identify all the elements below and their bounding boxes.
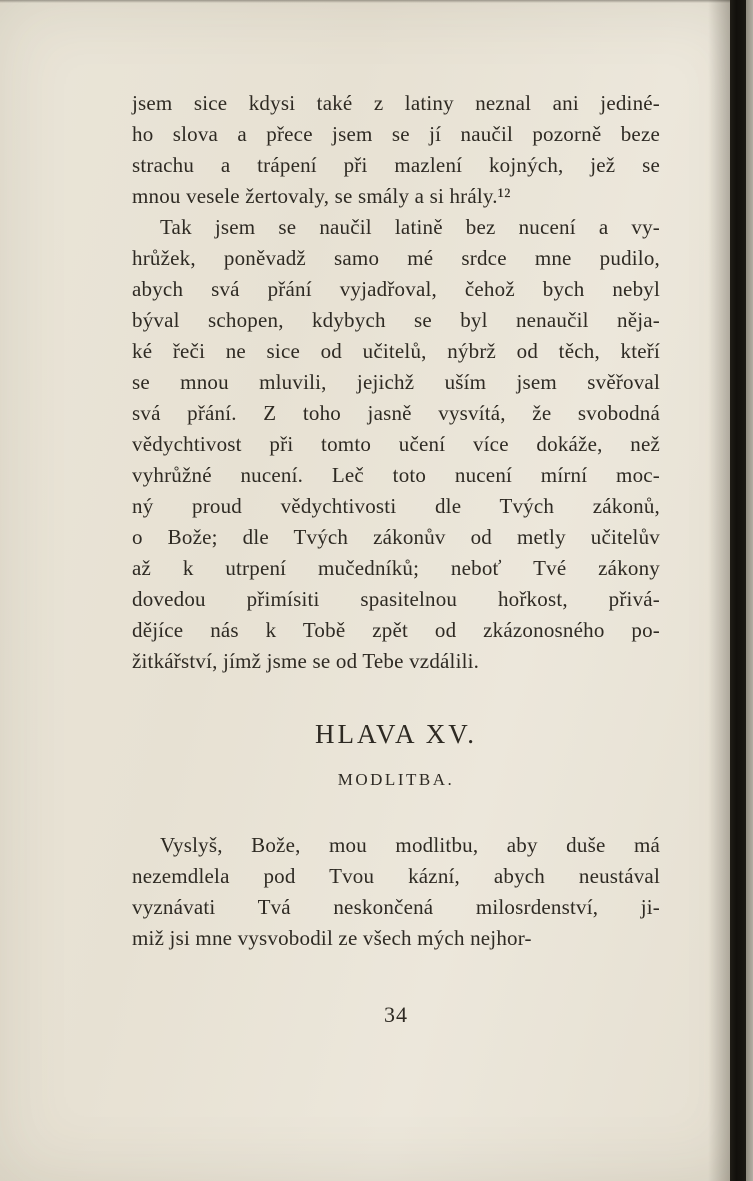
text-line: nezemdlela pod Tvou kázní, abych neustával [132, 864, 660, 888]
text-block [132, 88, 660, 1028]
text-line: jsem sice kdysi také z latiny neznal ani jediné- [132, 91, 660, 115]
scan-right-edge [746, 0, 753, 1181]
paragraph [132, 830, 660, 954]
text-line: žitkářství, jímž jsme se od Tebe vzdálili. [132, 649, 480, 673]
text-line: o Bože; dle Tvých zákonův od metly učitelův [132, 525, 660, 549]
text-line: Vyslyš, Bože, mou modlitbu, aby duše má [160, 833, 660, 857]
scan-top-edge [0, 0, 753, 3]
text-line: býval schopen, kdybych se byl nenaučil něja- [132, 308, 660, 332]
paragraph [132, 212, 660, 677]
page-number: 34 [384, 1002, 408, 1027]
book-spine-edge [730, 0, 746, 1181]
text-line: mnou vesele žertovaly, se smály a si hrály.¹² [132, 184, 511, 208]
chapter-heading: HLAVA XV. [314, 719, 478, 749]
text-line: abych svá přání vyjadřoval, čehož bych nebyl [132, 277, 660, 301]
chapter-subheading: MODLITBA. [337, 770, 455, 789]
chapter-text [132, 830, 660, 954]
text-line: dovedou přimísiti spasitelnou hořkost, přivá- [132, 587, 660, 611]
text-line: ké řeči ne sice od učitelů, nýbrž od těch, kteří [132, 339, 660, 363]
text-line: Tak jsem se naučil latině bez nucení a vy- [160, 215, 660, 239]
text-line: svá přání. Z toho jasně vysvítá, že svobodná [132, 401, 660, 425]
text-line: až k utrpení mučedníků; neboť Tvé zákony [132, 556, 660, 580]
text-line: strachu a trápení při mazlení kojných, jež se [132, 153, 660, 177]
page-edge-shadow [708, 0, 730, 1181]
body-text [132, 88, 660, 677]
text-line: ho slova a přece jsem se jí naučil pozorně beze [132, 122, 660, 146]
paragraph [132, 88, 660, 212]
text-line: miž jsi mne vysvobodil ze všech mých nejhor- [132, 926, 532, 950]
text-line: hrůžek, poněvadž samo mé srdce mne pudilo, [132, 246, 660, 270]
text-line: vyhrůžné nucení. Leč toto nucení mírní moc- [132, 463, 660, 487]
text-line: ný proud vědychtivosti dle Tvých zákonů, [132, 494, 660, 518]
text-line: vědychtivost při tomto učení více dokáže, než [132, 432, 660, 456]
text-line: vyznávati Tvá neskončená milosrdenství, ji- [132, 895, 660, 919]
text-line: dějíce nás k Tobě zpět od zkázonosného po- [132, 618, 660, 642]
text-line: se mnou mluvili, jejichž uším jsem svěřoval [132, 370, 660, 394]
